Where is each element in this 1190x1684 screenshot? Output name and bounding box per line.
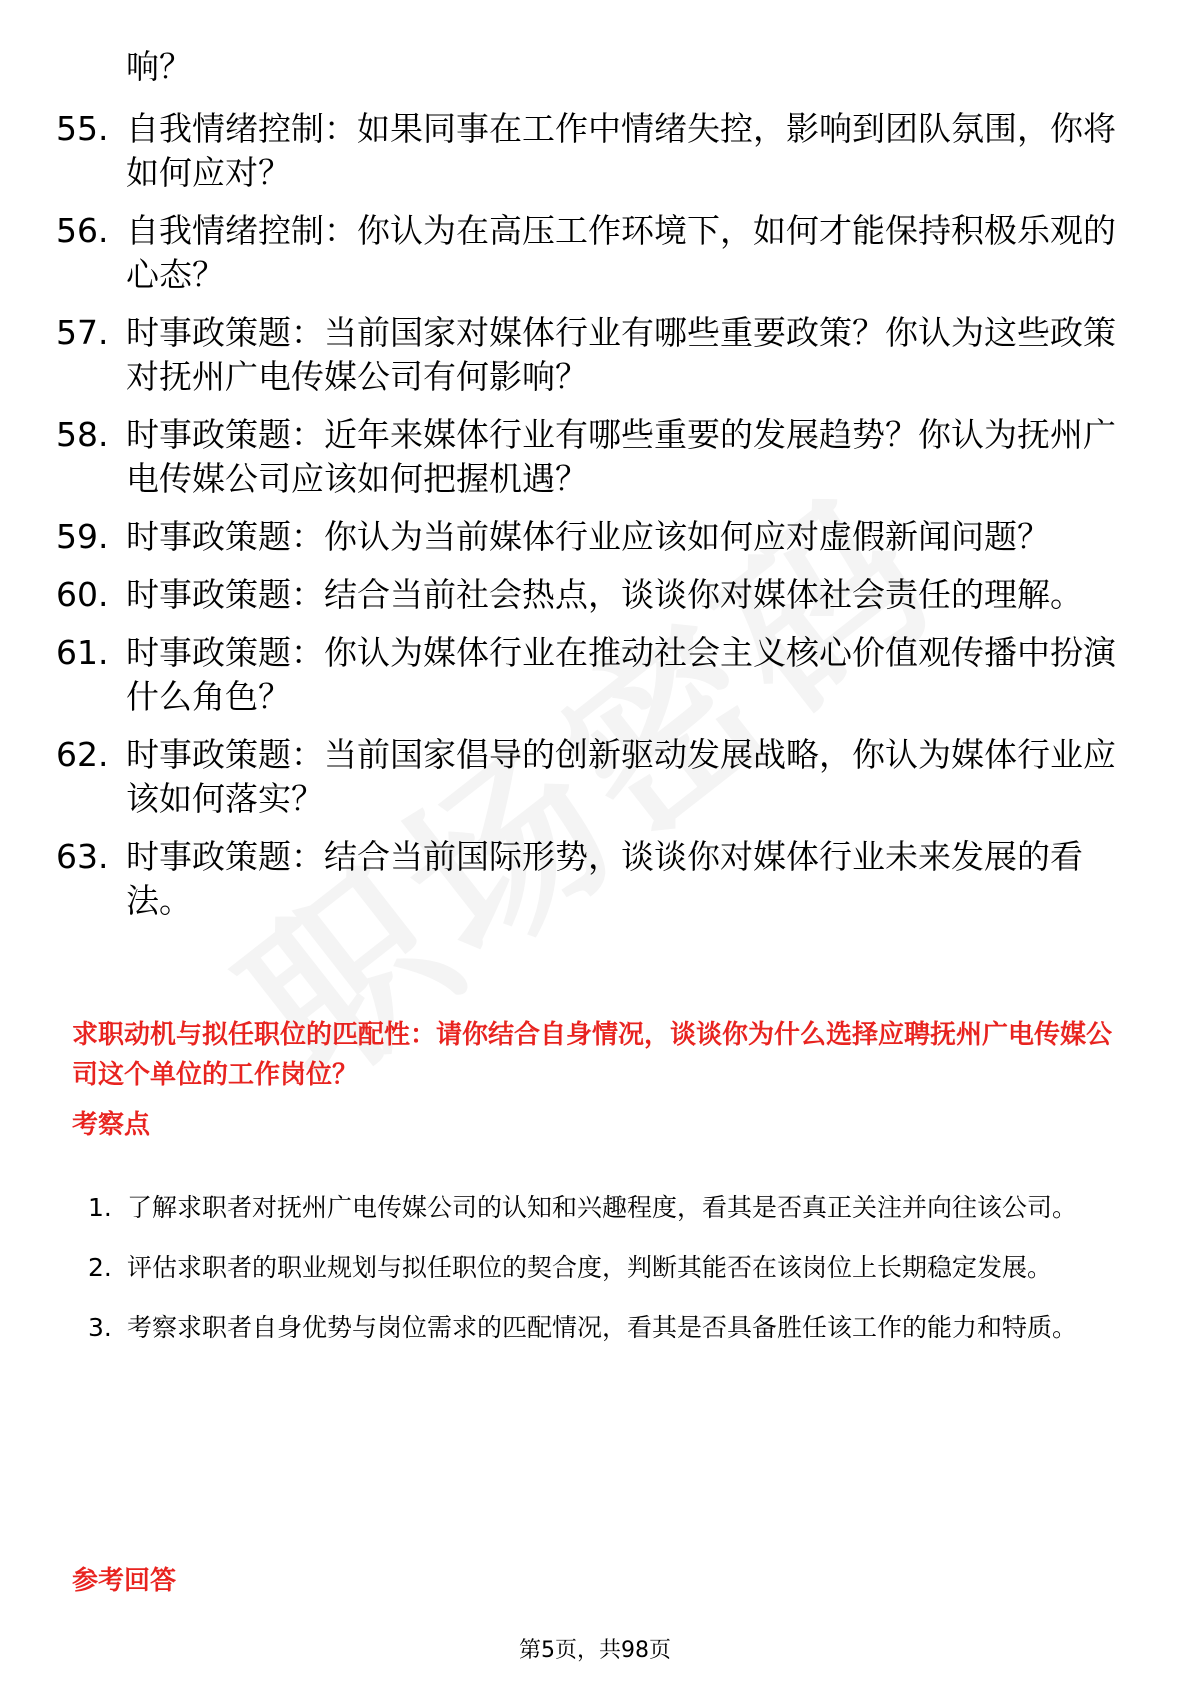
question-number: 56. [56, 211, 109, 250]
list-item [72, 1298, 1122, 1358]
section-heading: 求职动机与拟任职位的匹配性：请你结合自身情况，谈谈你为什么选择应聘抚州广电传媒公司这个单位的工作岗位？ [72, 1020, 1113, 1090]
list-item [56, 835, 1136, 923]
question-text: 自我情绪控制：你认为在高压工作环境下，如何才能保持积极乐观的心态？ [126, 211, 1116, 294]
point-number: 2. [88, 1253, 112, 1282]
list-item [56, 311, 1136, 399]
point-text: 了解求职者对抚州广电传媒公司的认知和兴趣程度，看其是否真正关注并向往该公司。 [127, 1193, 1078, 1222]
page-footer: 第5页，共98页 [519, 1638, 671, 1663]
point-text: 评估求职者的职业规划与拟任职位的契合度，判断其能否在该岗位上长期稳定发展。 [127, 1253, 1053, 1282]
question-number: 63. [56, 837, 109, 876]
question-text: 自我情绪控制：如果同事在工作中情绪失控，影响到团队氛围，你将如何应对？ [126, 109, 1116, 192]
question-number: 61. [56, 633, 109, 672]
question-text: 时事政策题：当前国家倡导的创新驱动发展战略，你认为媒体行业应该如何落实？ [126, 735, 1116, 818]
answer-label: 参考回答 [72, 1566, 177, 1596]
list-item [56, 573, 1136, 617]
question-text: 时事政策题：结合当前社会热点，谈谈你对媒体社会责任的理解。 [126, 575, 1083, 614]
list-item [56, 631, 1136, 719]
list-item [72, 1178, 1122, 1238]
question-number: 62. [56, 735, 109, 774]
question-number: 59. [56, 517, 109, 556]
list-item [56, 107, 1136, 195]
list-item [56, 45, 1136, 89]
question-list [56, 45, 1136, 937]
question-text: 时事政策题：近年来媒体行业有哪些重要的发展趋势？你认为抚州广电传媒公司应该如何把握机遇？ [126, 415, 1116, 498]
question-text: 时事政策题：你认为当前媒体行业应该如何应对虚假新闻问题？ [126, 517, 1050, 556]
list-item [56, 209, 1136, 297]
point-number: 1. [88, 1193, 112, 1222]
list-item [72, 1238, 1122, 1298]
list-item [56, 733, 1136, 821]
point-number: 3. [88, 1313, 112, 1342]
points-label: 考察点 [72, 1110, 151, 1140]
question-text: 时事政策题：结合当前国际形势，谈谈你对媒体行业未来发展的看法。 [126, 837, 1083, 920]
question-number: 57. [56, 313, 109, 352]
question-text: 响？ [126, 47, 192, 86]
question-text: 时事政策题：你认为媒体行业在推动社会主义核心价值观传播中扮演什么角色？ [126, 633, 1116, 716]
question-text: 时事政策题：当前国家对媒体行业有哪些重要政策？你认为这些政策对抚州广电传媒公司有何影响？ [126, 313, 1116, 396]
question-number: 58. [56, 415, 109, 454]
question-number: 55. [56, 109, 109, 148]
points-list [72, 1178, 1122, 1358]
list-item [56, 413, 1136, 501]
point-text: 考察求职者自身优势与岗位需求的匹配情况，看其是否具备胜任该工作的能力和特质。 [127, 1313, 1078, 1342]
question-number: 60. [56, 575, 109, 614]
list-item [56, 515, 1136, 559]
